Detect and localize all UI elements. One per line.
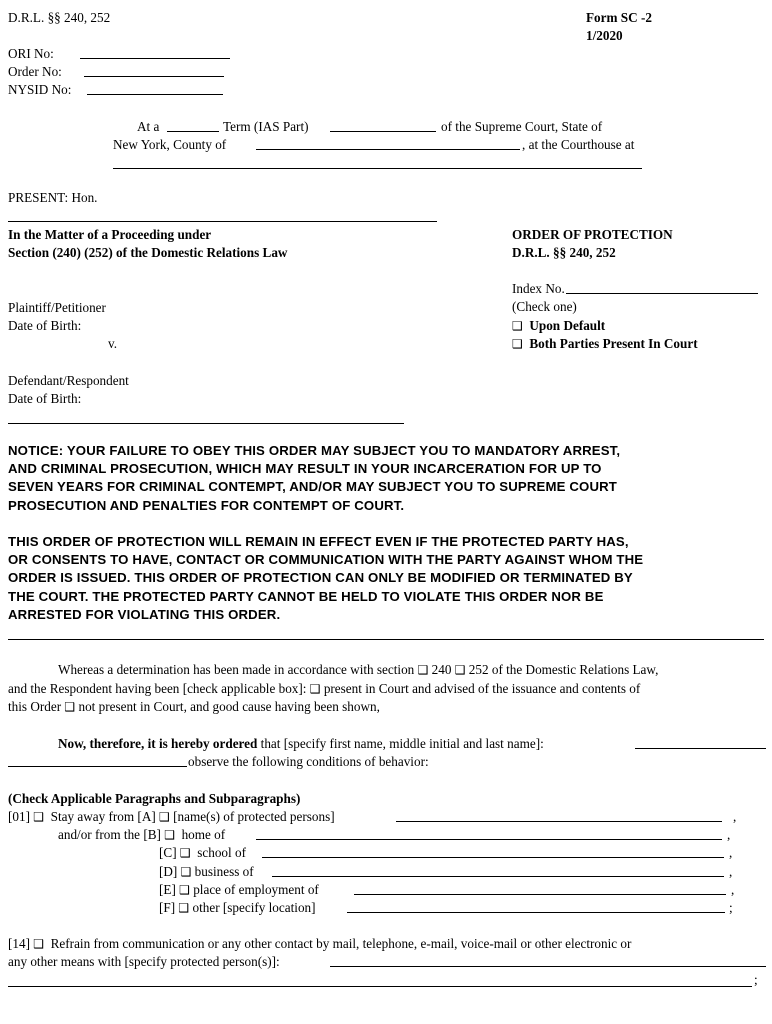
order-number-label: Order No: [8,64,62,79]
checkbox-icon[interactable]: ❑ [417,663,429,677]
order-statute: D.R.L. §§ 240, 252 [512,245,616,260]
term-field[interactable] [167,120,219,132]
order-number-field[interactable] [84,65,224,77]
whereas-line-3 [8,699,380,715]
section-240-label: 240 [431,662,452,677]
ori-field[interactable] [80,47,230,59]
term-label: Term (IAS Part) [223,119,309,134]
check-one-label: (Check one) [512,299,577,314]
whereas-text: Whereas a determination has been made in accordance with section [58,662,415,677]
form-number: Form SC -2 [586,10,652,25]
checkbox-icon[interactable]: ❑ [164,828,175,842]
checkbox-icon[interactable]: ❑ [180,865,192,879]
checkbox-icon[interactable]: ❑ [64,700,76,714]
paragraph-01-row [8,809,335,825]
other-location-label: other [specify location] [192,900,316,915]
respondent-name-field[interactable] [635,737,766,749]
notice-line: NOTICE: YOUR FAILURE TO OBEY THIS ORDER MAY SUBJECT YOU TO MANDATORY ARREST, [8,443,621,458]
andor-label: and/or from the [B] [58,827,161,842]
ori-label: ORI No: [8,46,54,61]
notice-line: SEVEN YEARS FOR CRIMINAL CONTEMPT, AND/OR MAY SUBJECT YOU TO SUPREME COURT [8,479,618,495]
employment-row [159,882,319,898]
employment-label: place of employment of [193,882,319,897]
whereas-text: this Order [8,699,62,714]
paragraph-number: [01] [8,809,30,824]
form-date: 1/2020 [586,28,623,43]
notice-line: AND CRIMINAL PROSECUTION, WHICH MAY RESULT IN YOUR INCARCERATION FOR UP TO [8,461,602,477]
business-label: business of [194,864,254,879]
section-252-label: 252 of the Domestic Relations Law, [468,662,659,677]
item-letter: [C] [159,845,177,860]
index-number-field[interactable] [566,282,758,294]
checkbox-icon[interactable]: ❑ [512,319,523,333]
respondent-name-field-continued[interactable] [8,755,187,767]
refrain-continued: any other means with [specify protected person(s)]: [8,954,280,969]
item-letter: [E] [159,882,176,897]
school-field[interactable] [262,846,724,858]
item-letter: [D] [159,864,178,879]
item-letter: [F] [159,900,176,915]
both-parties-option[interactable] [512,336,698,352]
notice-line: PROSECUTION AND PENALTIES FOR CONTEMPT OF COURT. [8,497,405,513]
comma: , [731,882,735,897]
matter-heading: In the Matter of a Proceeding under [8,227,212,242]
semicolon: ; [754,972,758,987]
comma: , [729,845,733,860]
other-location-row [159,900,316,916]
ordered-bold: Now, therefore, it is hereby ordered [58,736,258,751]
courthouse-address-line[interactable] [113,168,642,169]
comma: , [729,864,733,879]
home-row [58,827,225,843]
nysid-label: NYSID No: [8,82,72,97]
statute-reference: D.R.L. §§ 240, 252 [8,10,111,25]
plaintiff-dob-label: Date of Birth: [8,318,82,333]
notice-line: THIS ORDER OF PROTECTION WILL REMAIN IN EFFECT EVEN IF THE PROTECTED PARTY HAS, [8,534,629,549]
business-field[interactable] [272,865,724,877]
protected-person-field-continued[interactable] [8,986,752,987]
ias-part-field[interactable] [330,120,436,132]
checkbox-icon[interactable]: ❑ [33,810,45,824]
notice-line: THE COURT. THE PROTECTED PARTY CANNOT BE HELD TO VIOLATE THIS ORDER NOR BE [8,588,604,604]
paragraphs-heading: (Check Applicable Paragraphs and Subparagraphs) [8,791,301,806]
checkbox-icon[interactable]: ❑ [159,810,170,824]
business-row [159,864,254,880]
notice-line: ORDER IS ISSUED. THIS ORDER OF PROTECTION CAN ONLY BE MODIFIED OR TERMINATED BY [8,570,633,586]
stay-away-label: Stay away from [A] [50,809,156,824]
checkbox-icon[interactable]: ❑ [512,337,523,351]
notice-divider [8,639,764,640]
whereas-line-1 [58,662,658,678]
checkbox-icon[interactable]: ❑ [179,846,191,860]
notice-failure-to-obey [8,442,620,515]
protected-persons-field[interactable] [396,810,722,822]
notice-line: OR CONSENTS TO HAVE, CONTACT OR COMMUNICATION WITH THE PARTY AGAINST WHOM THE [8,552,644,568]
whereas-text: and the Respondent having been [check applicable box]: [8,681,307,696]
comma: , [733,809,737,824]
school-row [159,845,246,861]
paragraph-number: [14] [8,936,30,951]
not-present-label: not present in Court, and good cause having been shown, [78,699,380,714]
both-parties-label: Both Parties Present In Court [529,336,698,351]
checkbox-icon[interactable]: ❑ [454,663,466,677]
caption-divider [8,423,404,424]
checkbox-icon[interactable]: ❑ [33,937,45,951]
refrain-text: Refrain from communication or any other contact by mail, telephone, e-mail, voice-mail or other electronic or [50,936,632,951]
checkbox-icon[interactable]: ❑ [309,682,321,696]
supreme-court-label: of the Supreme Court, State of [441,119,603,134]
semicolon: ; [729,900,733,915]
home-label: home of [181,827,226,842]
plaintiff-label: Plaintiff/Petitioner [8,300,106,315]
defendant-dob-label: Date of Birth: [8,391,82,406]
defendant-label: Defendant/Respondent [8,373,129,388]
at-a-label: At a [137,119,160,134]
matter-section: Section (240) (252) of the Domestic Relations Law [8,245,288,260]
comma: , [727,827,731,842]
index-label: Index No. [512,281,565,296]
employment-field[interactable] [354,883,726,895]
versus-label: v. [108,336,118,351]
protected-person-field[interactable] [330,955,766,967]
upon-default-label: Upon Default [529,318,606,333]
paragraph-14-row [8,936,631,952]
order-title: ORDER OF PROTECTION [512,227,673,242]
notice-remains-in-effect [8,533,643,624]
checkbox-icon[interactable]: ❑ [179,883,190,897]
county-field[interactable] [256,138,520,150]
nysid-field[interactable] [87,83,223,95]
courthouse-label: , at the Courthouse at [522,137,635,152]
ordered-line [58,736,544,752]
county-label: New York, County of [113,137,227,152]
judge-name-line[interactable] [8,221,437,222]
observe-text: observe the following conditions of behavior: [188,754,429,769]
protected-persons-label: [name(s) of protected persons] [173,809,335,824]
checkbox-icon[interactable]: ❑ [178,901,190,915]
other-location-field[interactable] [347,901,725,913]
ordered-text: that [specify first name, middle initial and last name]: [260,736,544,751]
school-label: school of [197,845,246,860]
present-in-court-label: present in Court and advised of the issuance and contents of [323,681,641,696]
home-field[interactable] [256,828,722,840]
upon-default-option[interactable] [512,318,605,334]
notice-line: ARRESTED FOR VIOLATING THIS ORDER. [8,606,281,622]
whereas-line-2 [8,681,640,697]
present-hon: PRESENT: Hon. [8,190,98,205]
